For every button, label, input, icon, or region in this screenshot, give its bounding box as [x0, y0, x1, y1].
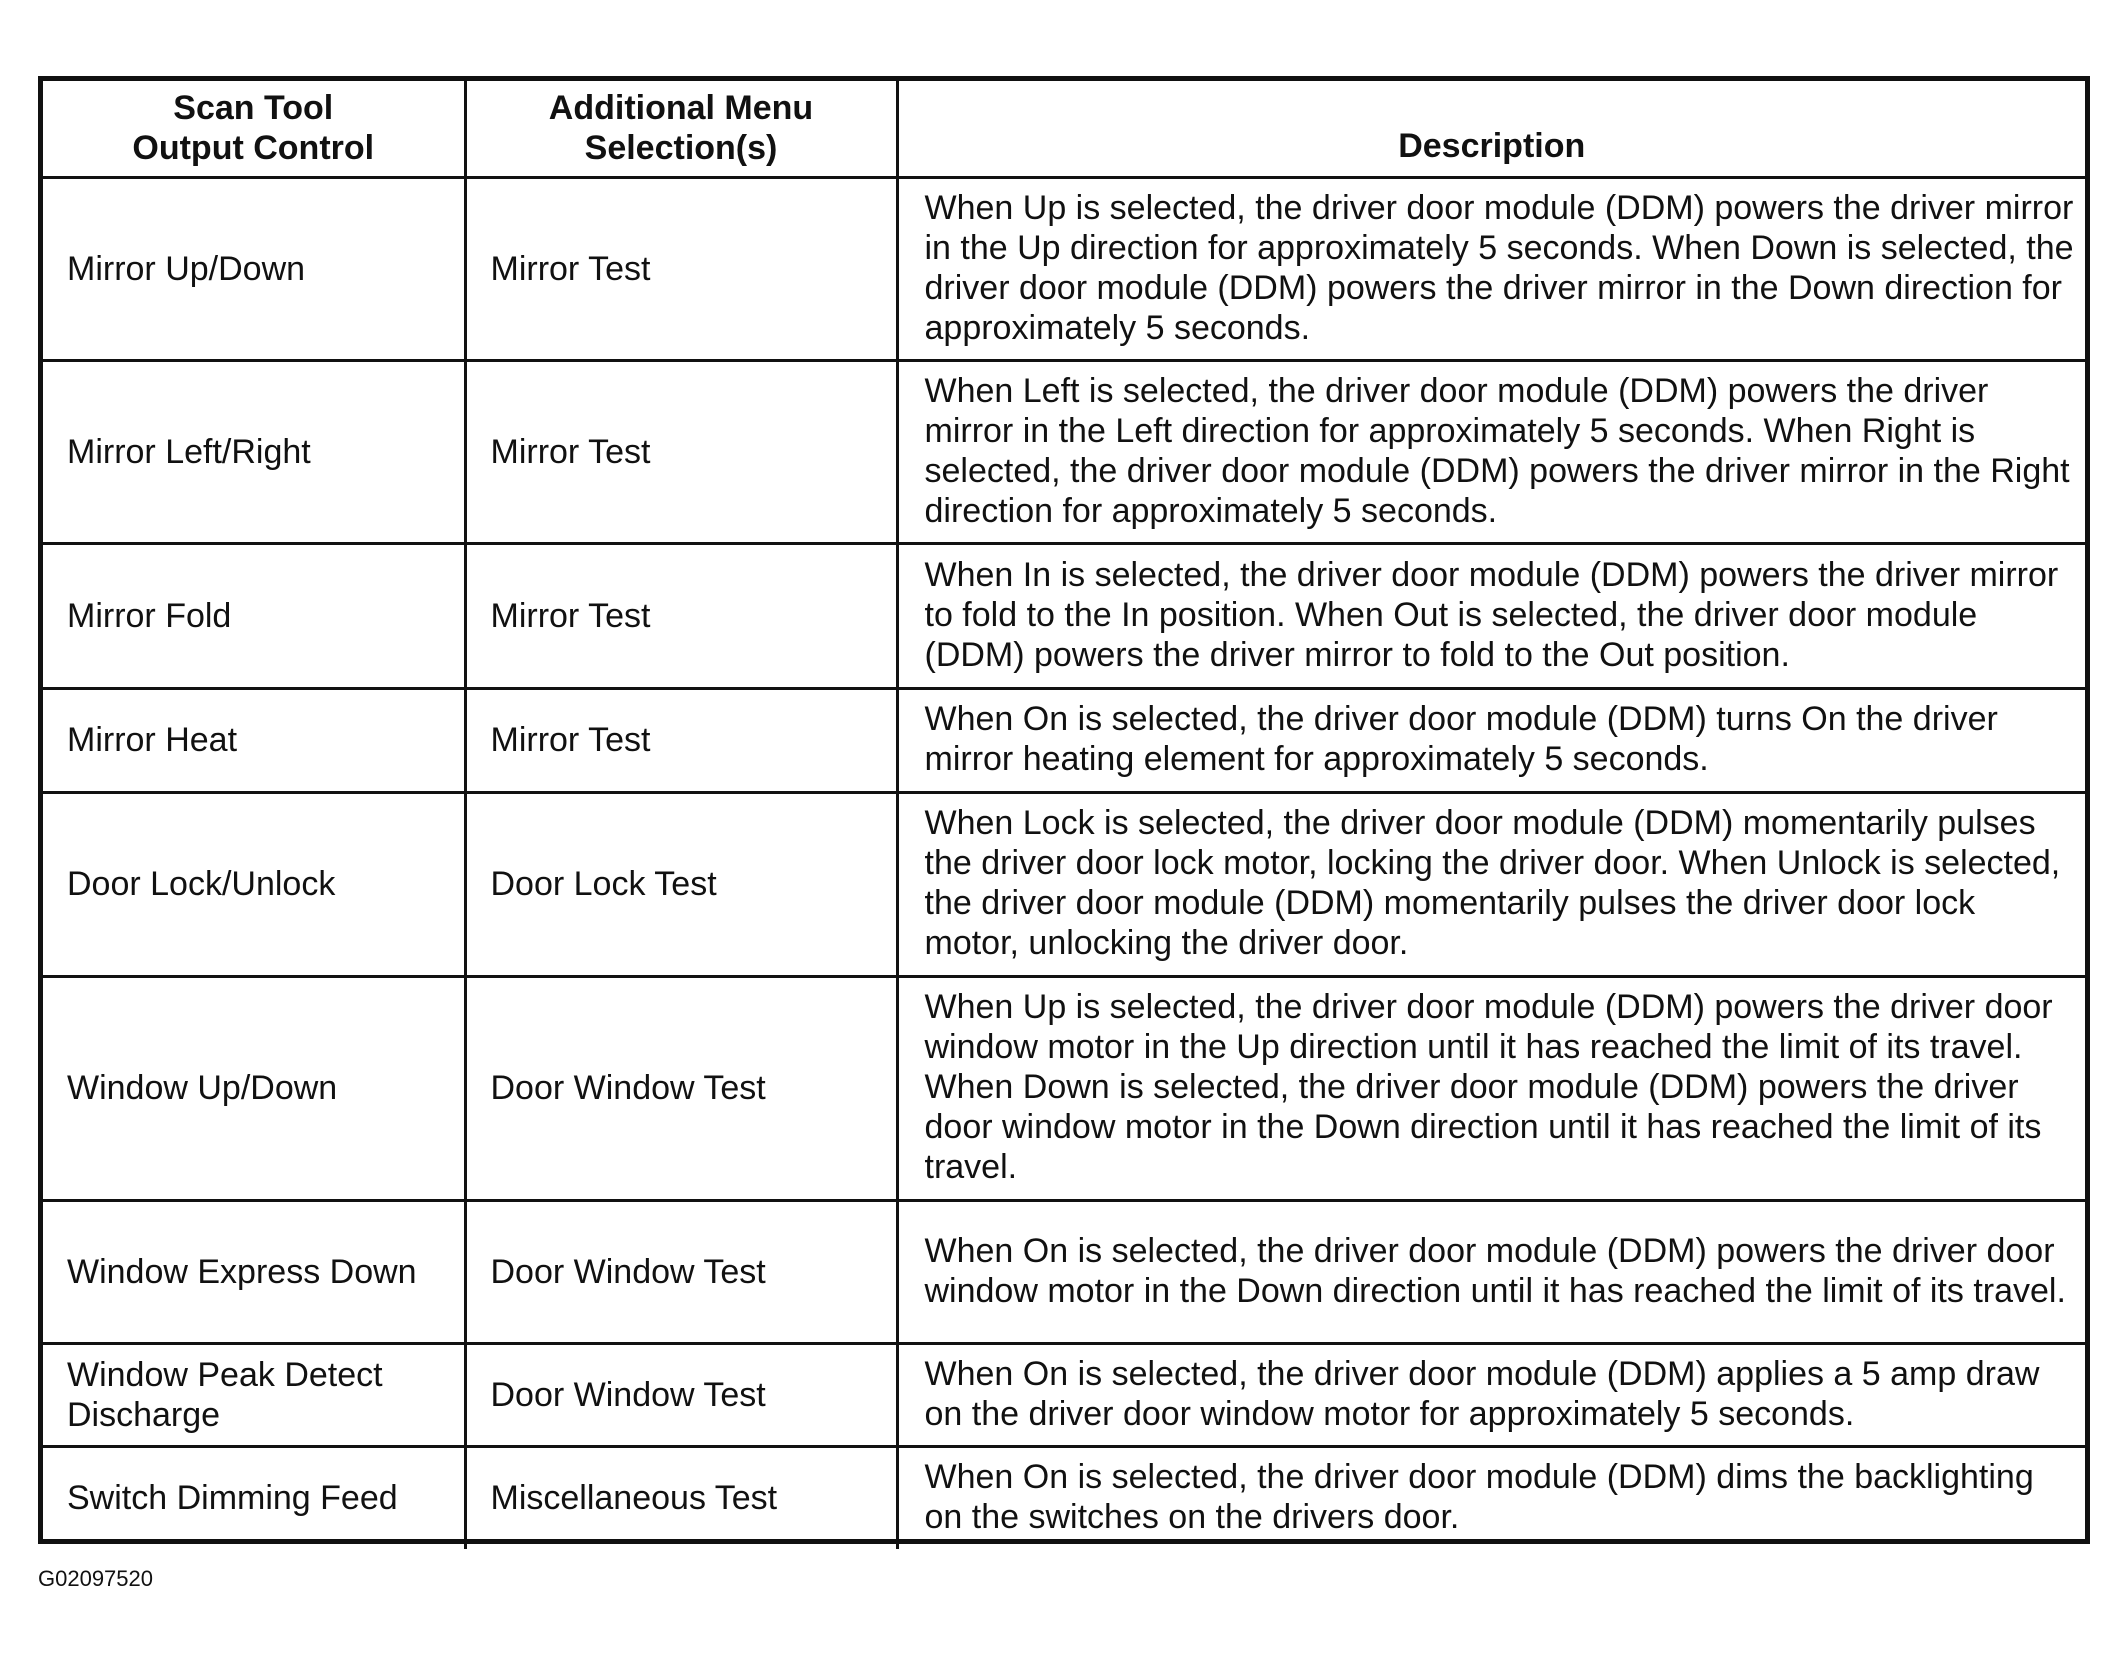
output-control-cell: Switch Dimming Feed — [43, 1446, 465, 1549]
description-cell: When Left is selected, the driver door module (DDM) powers the driver mirror in the Left direction for approximately 5 seconds. When Right is selected, the driver door module (DDM) powers the driver mirror in the Right direction for approximately 5 seconds. — [897, 360, 2085, 543]
menu-selection-cell: Mirror Test — [465, 177, 897, 360]
description-cell: When In is selected, the driver door module (DDM) powers the driver mirror to fold to the In position. When Out is selected, the driver door module (DDM) powers the driver mirror to fold to the Out position. — [897, 543, 2085, 688]
output-control-cell: Mirror Heat — [43, 688, 465, 792]
table-row — [43, 543, 2085, 688]
output-control-cell: Window Up/Down — [43, 976, 465, 1200]
table-row — [43, 688, 2085, 792]
output-control-cell: Mirror Up/Down — [43, 177, 465, 360]
description-cell: When Up is selected, the driver door module (DDM) powers the driver door window motor in the Up direction until it has reached the limit of its travel. When Down is selected, the driver door module (DDM) powers the driver door window motor in the Down direction until it has reached the limit of its travel. — [897, 976, 2085, 1200]
menu-selection-cell: Miscellaneous Test — [465, 1446, 897, 1549]
header-output-control: Scan Tool Output Control — [43, 81, 465, 177]
output-control-table — [43, 81, 2085, 1549]
description-cell: When On is selected, the driver door module (DDM) dims the backlighting on the switches on the drivers door. — [897, 1446, 2085, 1549]
menu-selection-cell: Door Window Test — [465, 1343, 897, 1446]
output-control-cell: Mirror Fold — [43, 543, 465, 688]
menu-selection-cell: Door Lock Test — [465, 792, 897, 976]
description-cell: When On is selected, the driver door module (DDM) turns On the driver mirror heating element for approximately 5 seconds. — [897, 688, 2085, 792]
header-row — [43, 81, 2085, 177]
menu-selection-cell: Mirror Test — [465, 688, 897, 792]
output-control-cell: Window Express Down — [43, 1200, 465, 1343]
description-cell: When On is selected, the driver door module (DDM) applies a 5 amp draw on the driver door window motor for approximately 5 seconds. — [897, 1343, 2085, 1446]
output-control-table-frame — [38, 76, 2090, 1544]
table-row — [43, 976, 2085, 1200]
table-row — [43, 1200, 2085, 1343]
header-menu-selections: Additional Menu Selection(s) — [465, 81, 897, 177]
figure-id: G02097520 — [38, 1566, 153, 1591]
description-cell: When On is selected, the driver door module (DDM) powers the driver door window motor in the Down direction until it has reached the limit of its travel. — [897, 1200, 2085, 1343]
description-cell: When Up is selected, the driver door module (DDM) powers the driver mirror in the Up direction for approximately 5 seconds. When Down is selected, the driver door module (DDM) powers the driver mirror in the Down direction for approximately 5 seconds. — [897, 177, 2085, 360]
table-row — [43, 1446, 2085, 1549]
menu-selection-cell: Door Window Test — [465, 1200, 897, 1343]
table-row — [43, 177, 2085, 360]
output-control-cell: Mirror Left/Right — [43, 360, 465, 543]
description-cell: When Lock is selected, the driver door module (DDM) momentarily pulses the driver door lock motor, locking the driver door. When Unlock is selected, the driver door module (DDM) momentarily pulses the driver door lock motor, unlocking the driver door. — [897, 792, 2085, 976]
menu-selection-cell: Mirror Test — [465, 543, 897, 688]
table-row — [43, 360, 2085, 543]
menu-selection-cell: Mirror Test — [465, 360, 897, 543]
table-row — [43, 792, 2085, 976]
header-description: Description — [897, 81, 2085, 177]
output-control-cell: Door Lock/Unlock — [43, 792, 465, 976]
table-row — [43, 1343, 2085, 1446]
menu-selection-cell: Door Window Test — [465, 976, 897, 1200]
output-control-cell: Window Peak Detect Discharge — [43, 1343, 465, 1446]
